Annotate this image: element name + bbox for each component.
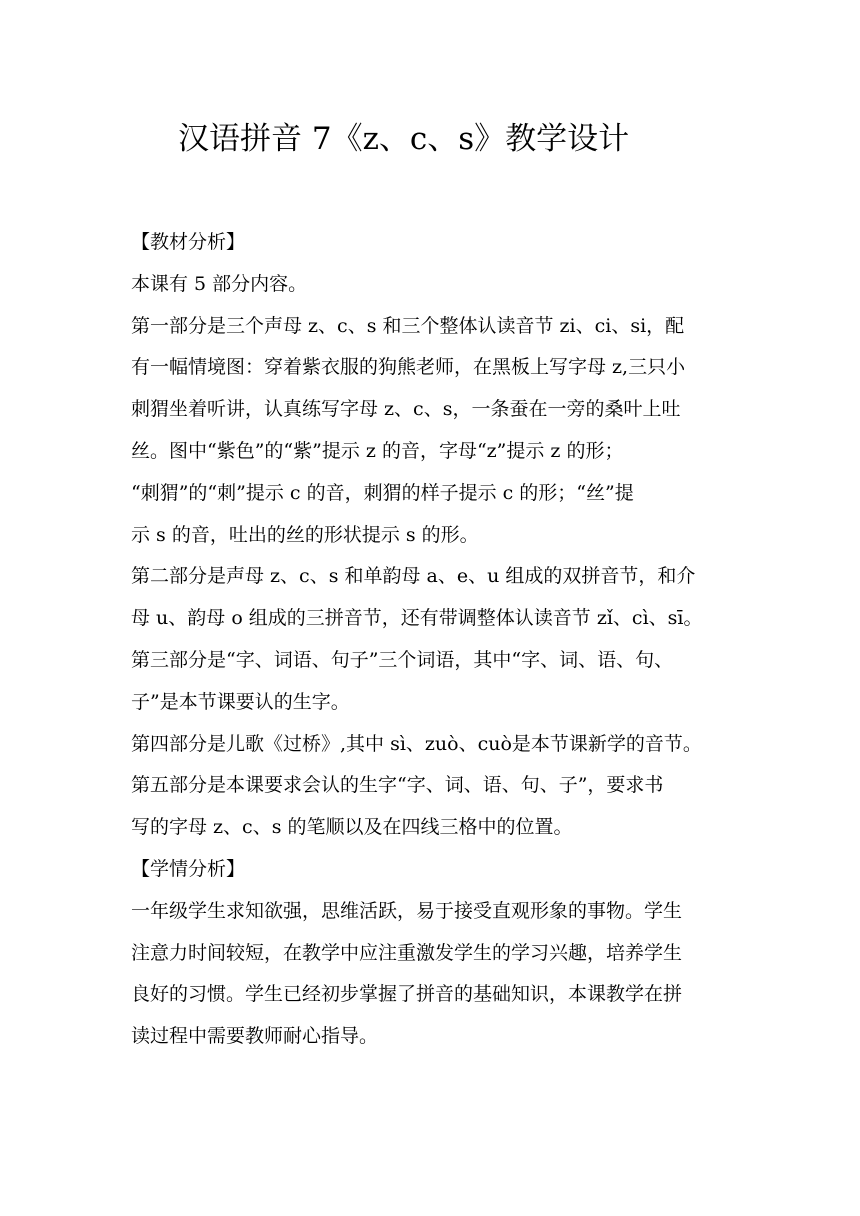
document-body bbox=[131, 222, 771, 1058]
paragraph-line: “刺猬”的“刺”提示 c 的音，刺猬的样子提示 c 的形；“丝”提 bbox=[131, 481, 634, 504]
paragraph-line: 一年级学生求知欲强，思维活跃，易于接受直观形象的事物。学生 bbox=[131, 899, 683, 922]
section-heading-textbook-analysis: 【教材分析】 bbox=[131, 231, 246, 253]
paragraph-line: 第四部分是儿歌《过桥》,其中 sì、zuò、cuò是本节课新学的音节。 bbox=[131, 732, 702, 755]
document-title: 汉语拼音 7《z、c、s》教学设计 bbox=[178, 121, 630, 157]
paragraph-line: 读过程中需要教师耐心指导。 bbox=[131, 1025, 379, 1048]
paragraph-line: 丝。图中“紫色”的“紫”提示 z 的音，字母“z”提示 z 的形； bbox=[131, 439, 624, 462]
paragraph-line: 母 u、韵母 o 组成的三拼音节，还有带调整体认读音节 zǐ、cì、sī。 bbox=[131, 607, 703, 630]
paragraph-line: 示 s 的音，吐出的丝的形状提示 s 的形。 bbox=[131, 523, 479, 546]
paragraph-line: 注意力时间较短，在教学中应注重激发学生的学习兴趣，培养学生 bbox=[131, 941, 683, 964]
paragraph-line: 写的字母 z、c、s 的笔顺以及在四线三格中的位置。 bbox=[131, 816, 573, 839]
paragraph-line: 本课有 5 部分内容。 bbox=[131, 272, 308, 295]
paragraph-line: 第一部分是三个声母 z、c、s 和三个整体认读音节 zi、ci、si，配 bbox=[131, 314, 685, 337]
paragraph-line: 刺猬坐着听讲，认真练写字母 z、c、s，一条蚕在一旁的桑叶上吐 bbox=[131, 398, 681, 421]
paragraph-line: 第三部分是“字、词语、句子”三个词语，其中“字、词、语、句、 bbox=[131, 648, 674, 671]
paragraph-line: 子”是本节课要认的生字。 bbox=[131, 690, 350, 713]
paragraph-line: 第五部分是本课要求会认的生字“字、词、语、句、子”，要求书 bbox=[131, 774, 664, 797]
section-heading-student-analysis: 【学情分析】 bbox=[131, 857, 246, 880]
paragraph-line: 第二部分是声母 z、c、s 和单韵母 a、e、u 组成的双拼音节，和介 bbox=[131, 565, 696, 588]
paragraph-line: 有一幅情境图：穿着紫衣服的狗熊老师，在黑板上写字母 z,三只小 bbox=[131, 356, 686, 379]
paragraph-line: 良好的习惯。学生已经初步掌握了拼音的基础知识，本课教学在拼 bbox=[131, 983, 683, 1006]
